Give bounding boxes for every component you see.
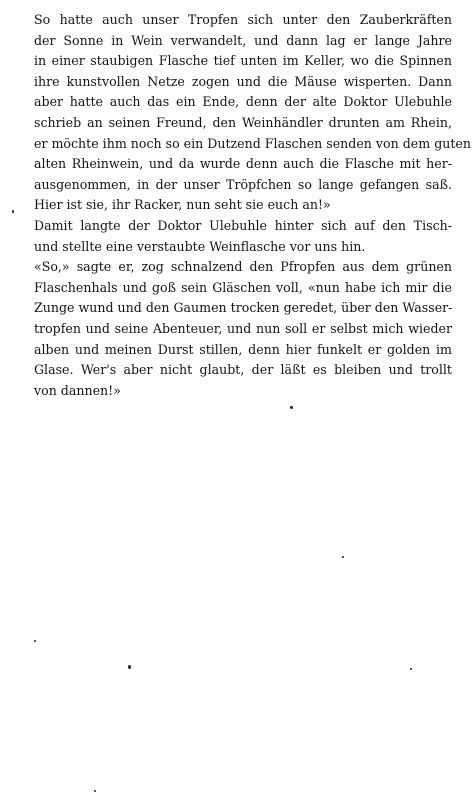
text-line: aber hatte auch das ein Ende, denn der alte Doktor Ulebuhle [34, 94, 452, 110]
text-line: schrieb an seinen Freund, den Weinhändler drunten am Rhein, [34, 114, 452, 130]
text-line: Damit langte der Doktor Ulebuhle hinter sich auf den Tisch- [34, 217, 452, 233]
scan-speck [290, 406, 293, 409]
paragraph-3 [24, 257, 452, 401]
text-line: So hatte auch unser Tropfen sich unter den Zauberkräften [34, 12, 452, 27]
scan-speck [12, 210, 14, 213]
text-line: von dannen!» [34, 382, 121, 398]
text-line: und stellte eine verstaubte Weinflasche vor uns hin. [34, 238, 366, 254]
scan-speck [94, 790, 96, 792]
scan-speck [128, 665, 131, 669]
text-line: der Sonne in Wein verwandelt, und dann lag er lange Jahre [34, 32, 452, 48]
text-line: «So,» sagte er, zog schnalzend den Pfropfen aus dem grünen [34, 259, 452, 275]
text-line: in einer staubigen Flasche tief unten im Keller, wo die Spinnen [34, 53, 452, 69]
text-line: alben und meinen Durst stillen, denn hier funkelt er golden im [34, 341, 452, 357]
paragraph-1 [24, 10, 471, 216]
text-line: alten Rheinwein, und da wurde denn auch die Flasche mit her- [34, 156, 452, 172]
text-line: ausgenommen, in der unser Tröpfchen so lange gefangen saß. [34, 176, 452, 192]
scan-speck [410, 668, 412, 670]
paragraph-2 [24, 216, 452, 257]
page-text [24, 10, 471, 401]
text-line: tropfen und seine Abenteuer, und nun soll er selbst mich wieder [34, 320, 452, 336]
text-line: Zunge wund und den Gaumen trocken geredet, über den Wasser- [34, 300, 453, 316]
scan-speck [342, 556, 344, 558]
text-line: er möchte ihm noch so ein Dutzend Flaschen senden von dem guten [34, 135, 471, 151]
text-line: Hier ist sie, ihr Racker, nun seht sie euch an!» [34, 197, 331, 213]
text-line: Glase. Wer's aber nicht glaubt, der läßt es bleiben und trollt [34, 362, 452, 378]
text-line: ihre kunstvollen Netze zogen und die Mäuse wisperten. Dann [34, 73, 452, 89]
text-line: Flaschenhals und goß sein Gläschen voll, «nun habe ich mir die [34, 279, 452, 295]
scan-speck [34, 640, 36, 642]
